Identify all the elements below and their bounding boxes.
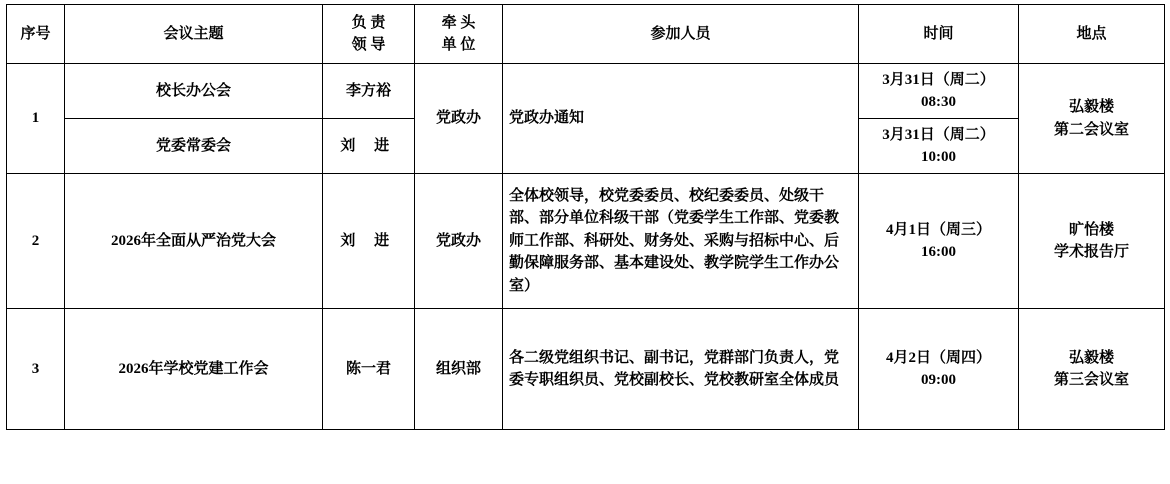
column-header-unit-line2: 单 位 (441, 37, 476, 53)
meeting-place (1019, 309, 1165, 430)
table-header-row (7, 5, 1165, 64)
meeting-topic: 校长办公会 (65, 64, 323, 119)
table-row (7, 64, 1165, 119)
row-number: 3 (7, 309, 65, 430)
column-header-place: 地点 (1019, 5, 1165, 64)
meeting-time-clock: 08:30 (921, 94, 956, 110)
meeting-topic: 2026年学校党建工作会 (65, 309, 323, 430)
table-header (7, 5, 1165, 64)
row-number: 2 (7, 174, 65, 309)
column-header-time: 时间 (859, 5, 1019, 64)
table-body (7, 64, 1165, 430)
meeting-topic: 2026年全面从严治党大会 (65, 174, 323, 309)
meeting-time (859, 174, 1019, 309)
lead-unit: 组织部 (415, 309, 503, 430)
column-header-unit (415, 5, 503, 64)
column-header-unit-line1: 牵 头 (441, 14, 476, 31)
meeting-time-clock: 16:00 (921, 244, 956, 260)
meeting-place (1019, 174, 1165, 309)
meeting-schedule-table (6, 4, 1165, 430)
responsible-leader: 陈一君 (323, 309, 415, 430)
meeting-place-line1: 弘毅楼 (1068, 99, 1114, 115)
meeting-time-clock: 10:00 (921, 149, 956, 165)
meeting-place-line2: 学术报告厅 (1053, 244, 1129, 260)
meeting-time (859, 119, 1019, 174)
responsible-leader: 李方裕 (323, 64, 415, 119)
participants: 各二级党组织书记、副书记，党群部门负责人，党委专职组织员、党校副校长、党校教研室全体成员 (503, 309, 859, 430)
meeting-place-line1: 旷怡楼 (1068, 221, 1114, 238)
meeting-time-date: 4月2日（周四） (885, 349, 991, 366)
meeting-time (859, 64, 1019, 119)
meeting-topic: 党委常委会 (65, 119, 323, 174)
meeting-time-date: 4月1日（周三） (885, 221, 991, 238)
column-header-leader-line2: 领 导 (351, 37, 386, 53)
meeting-place-line2: 第二会议室 (1053, 121, 1129, 138)
column-header-people: 参加人员 (503, 5, 859, 64)
table-row (7, 309, 1165, 430)
lead-unit: 党政办 (415, 174, 503, 309)
meeting-time-date: 3月31日（周二） (882, 71, 995, 88)
row-number: 1 (7, 64, 65, 174)
meeting-place-line1: 弘毅楼 (1068, 349, 1114, 366)
column-header-leader-line1: 负 责 (351, 14, 386, 31)
participants: 全体校领导，校党委委员、校纪委委员、处级干部、部分单位科级干部（党委学生工作部、党委教师工作部、科研处、财务处、采购与招标中心、后勤保障服务部、基本建设处、教学院学生工作办公室） (503, 174, 859, 309)
column-header-no: 序号 (7, 5, 65, 64)
participants: 党政办通知 (503, 64, 859, 174)
meeting-time-date: 3月31日（周二） (882, 126, 995, 143)
responsible-leader: 刘 进 (323, 119, 415, 174)
column-header-topic: 会议主题 (65, 5, 323, 64)
lead-unit: 党政办 (415, 64, 503, 174)
meeting-place-line2: 第三会议室 (1053, 372, 1129, 388)
meeting-time (859, 309, 1019, 430)
meeting-place (1019, 64, 1165, 174)
responsible-leader: 刘 进 (323, 174, 415, 309)
column-header-leader (323, 5, 415, 64)
table-row (7, 174, 1165, 309)
meeting-time-clock: 09:00 (921, 372, 956, 388)
